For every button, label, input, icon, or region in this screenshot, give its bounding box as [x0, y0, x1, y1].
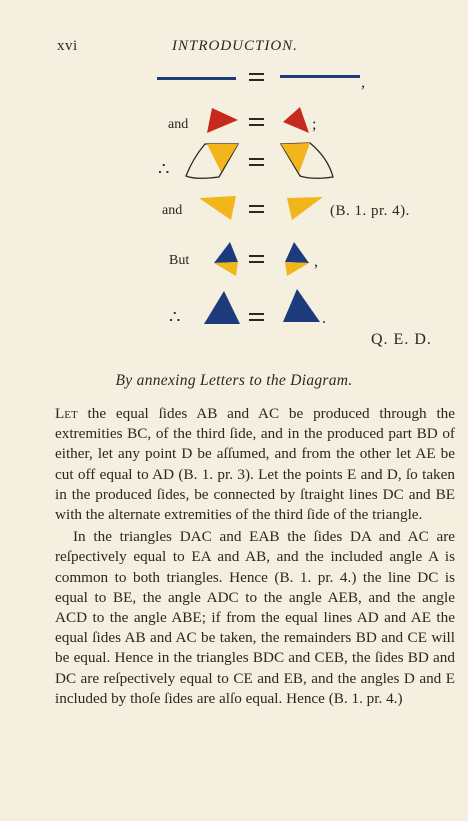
qed-mark: Q. E. D. — [371, 331, 432, 348]
diagram-row-yellow-angles — [162, 196, 410, 220]
equals-sign-5b — [249, 261, 264, 263]
row4-word: and — [162, 203, 183, 218]
geometric-diagram — [0, 0, 468, 360]
diagram-row-split-triangles — [169, 242, 318, 276]
paragraph-1-text: the equal ſides AB and AC be produced through the extremities BC, of the third ſide, and in the produced part BD of either, let any point D be aſſumed, and from the other let AE be cut off equal to AD (B. 1. pr. 3). Let the points E and D, ſo taken in the produced ſides, be connected by ſtraight lines DC and BE with the alternate extremities of the third ſide of the triangle. — [55, 405, 455, 524]
blue-line-right — [280, 75, 360, 78]
paragraph-1-lead: Let — [55, 405, 78, 422]
yellow-angle-right — [287, 197, 323, 220]
equals-sign-1b — [249, 79, 264, 81]
equals-sign-3 — [249, 158, 264, 160]
row2-punct: ; — [312, 116, 317, 133]
blue-part-right — [285, 242, 309, 263]
row1-punct: , — [361, 74, 365, 91]
section-caption: By annexing Letters to the Diagram. — [115, 372, 353, 389]
equals-sign-3b — [249, 164, 264, 166]
equals-sign-2 — [249, 118, 264, 120]
yellow-fill-left — [207, 144, 238, 172]
yellow-part-left — [214, 262, 238, 276]
row6-therefore: ∴ — [169, 307, 181, 328]
equals-sign-1 — [249, 73, 264, 75]
yellow-angle-left — [199, 196, 236, 220]
paragraph-1 — [55, 404, 455, 525]
row3-therefore: ∴ — [158, 159, 170, 180]
running-head: INTRODUCTION. — [172, 38, 298, 54]
row6-punct: . — [322, 310, 326, 327]
paragraph-2: In the triangles DAC and EAB the ſides DA and AC are reſpectively equal to EA and AB, and the included angle A is common to both triangles. Hence (B. 1. pr. 4.) the line DC is equal to BE, the angle ADC to the angle AEB, and the angle ACD to the angle ABE; if from the equal lines AD and AE the equal ſides AB and AC be taken, the remainders BD and CE will be equal. Hence in the triangles BDC and CEB, the ſides BD and DC are reſpectively equal to CE and EB, and the angles D and E included by thoſe ſides are alſo equal. Hence (B. 1. pr. 4.) — [55, 528, 455, 707]
blue-triangle-right — [283, 289, 320, 322]
equals-sign-5 — [249, 255, 264, 257]
red-angle-left — [207, 108, 238, 133]
diagram-row-blue-triangles — [169, 289, 326, 328]
equals-sign-4b — [249, 211, 264, 213]
equals-sign-2b — [249, 124, 264, 126]
body-text — [55, 404, 455, 709]
blue-part-left — [214, 242, 238, 263]
yellow-part-right — [285, 262, 309, 276]
equals-sign-6 — [249, 313, 264, 315]
row2-word: and — [168, 117, 189, 132]
equals-sign-6b — [249, 319, 264, 321]
diagram-row-red-angles — [168, 107, 316, 133]
blue-triangle-left — [204, 291, 240, 324]
diagram-row-lines — [157, 73, 365, 91]
row4-ref: (B. 1. pr. 4). — [330, 203, 410, 219]
page-number: xvi — [57, 38, 78, 54]
red-angle-right — [283, 107, 309, 133]
blue-line-left — [157, 77, 236, 80]
equals-sign-4 — [249, 205, 264, 207]
row5-punct: , — [314, 253, 318, 270]
row5-word: But — [169, 253, 190, 268]
diagram-row-outlined-segments — [158, 143, 333, 180]
